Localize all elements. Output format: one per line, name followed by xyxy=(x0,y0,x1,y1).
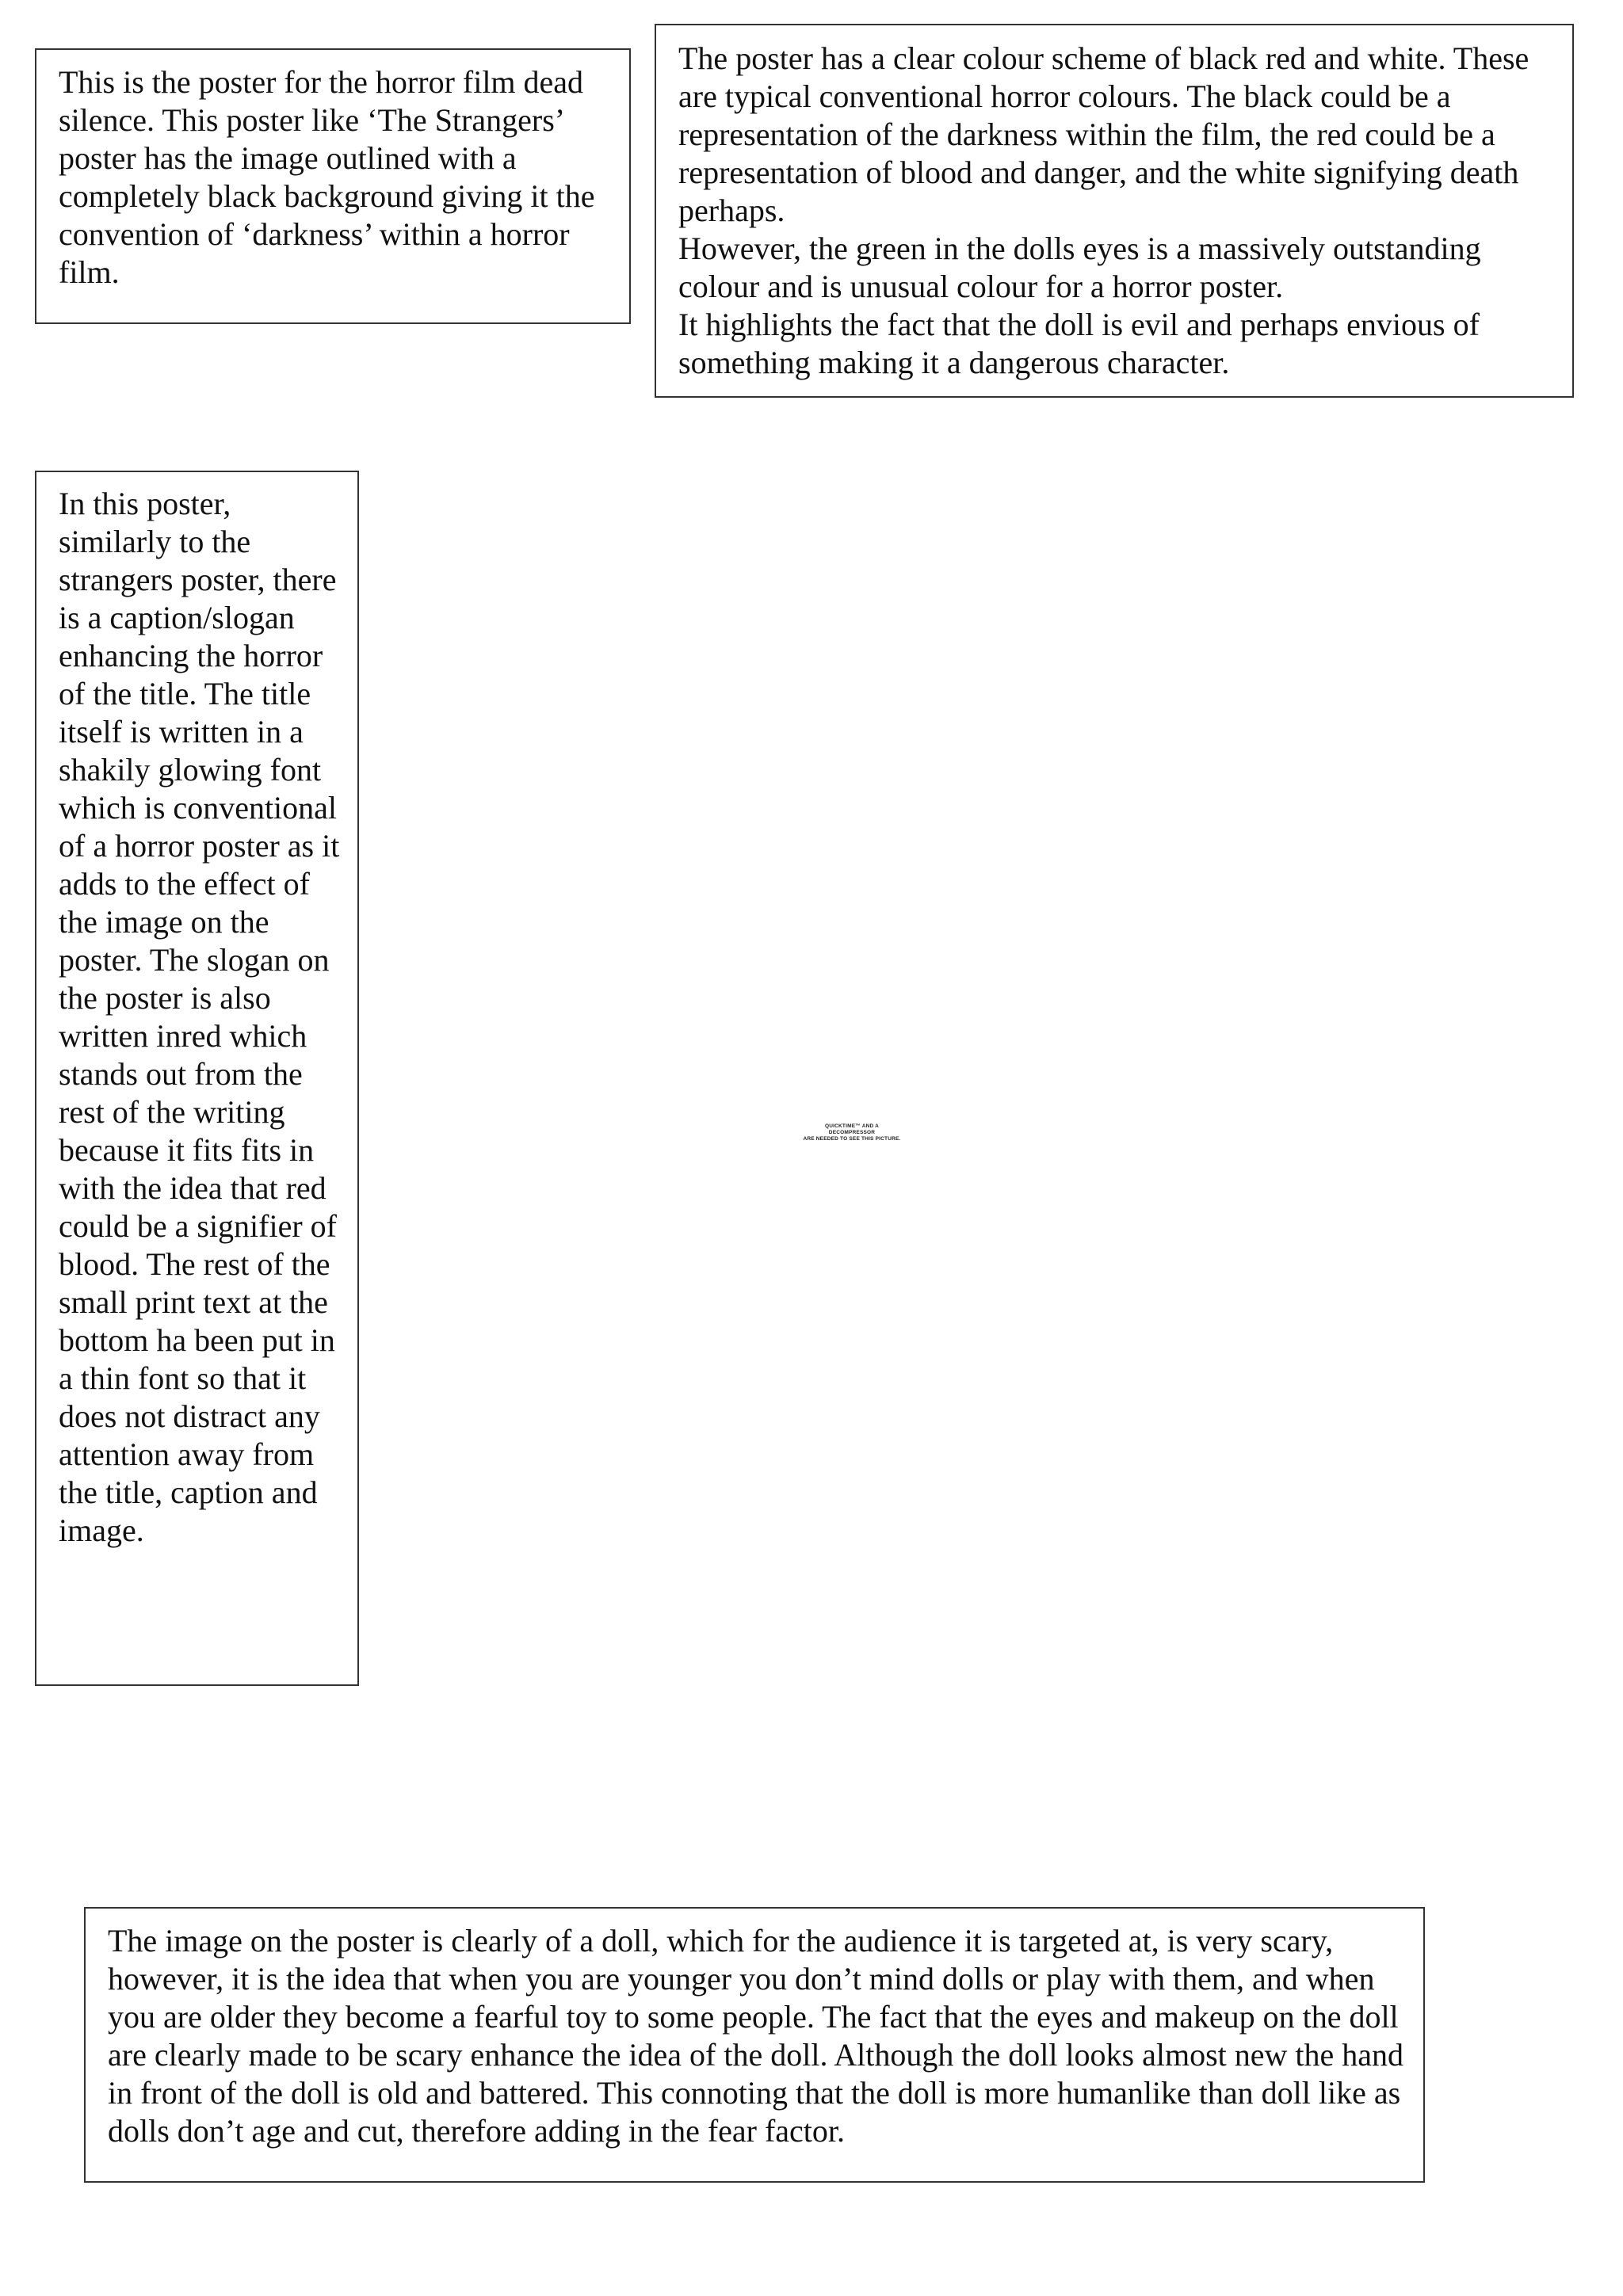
doll-image-text-box: The image on the poster is clearly of a doll, which for the audience it is targeted at, is very scary, however, it is the idea that when you are younger you don’t mind dolls or play with them, and when you are older they become a fearful toy to some people. The fact that the eyes and makeup on the doll are clearly made to be scary enhance the idea of the doll. Although the doll looks almost new the hand in front of the doll is old and battered. This connoting that the doll is more humanlike than doll like as dolls don’t age and cut, therefore adding in the fear factor. xyxy=(84,1907,1425,2183)
title-slogan-text-box: In this poster, similarly to the strangers poster, there is a caption/slogan enhancing the horror of the title. The title itself is written in a shakily glowing font which is conventional of a horror poster as it adds to the effect of the image on the poster. The slogan on the poster is also written inred which stands out from the rest of the writing because it fits fits in with the idea that red could be a signifier of blood. The rest of the small print text at the bottom ha been put in a thin font so that it does not distract any attention away from the title, caption and image. xyxy=(35,471,359,1686)
intro-text-box: This is the poster for the horror film dead silence. This poster like ‘The Strangers’ poster has the image outlined with a completely black background giving it the convention of ‘darkness’ within a horror film. xyxy=(35,48,631,324)
missing-image-placeholder: QUICKTIME™ AND A DECOMPRESSOR ARE NEEDED TO SEE THIS PICTURE. xyxy=(803,1123,901,1142)
colour-scheme-text-box: The poster has a clear colour scheme of black red and white. These are typical conventional horror colours. The black could be a representation of the darkness within the film, the red could be a representation of blood and danger, and the white signifying death perhaps. However, the green in the dolls eyes is a massively outstanding colour and is unusual colour for a horror poster. It highlights the fact that the doll is evil and perhaps envious of something making it a dangerous character. xyxy=(655,24,1574,398)
